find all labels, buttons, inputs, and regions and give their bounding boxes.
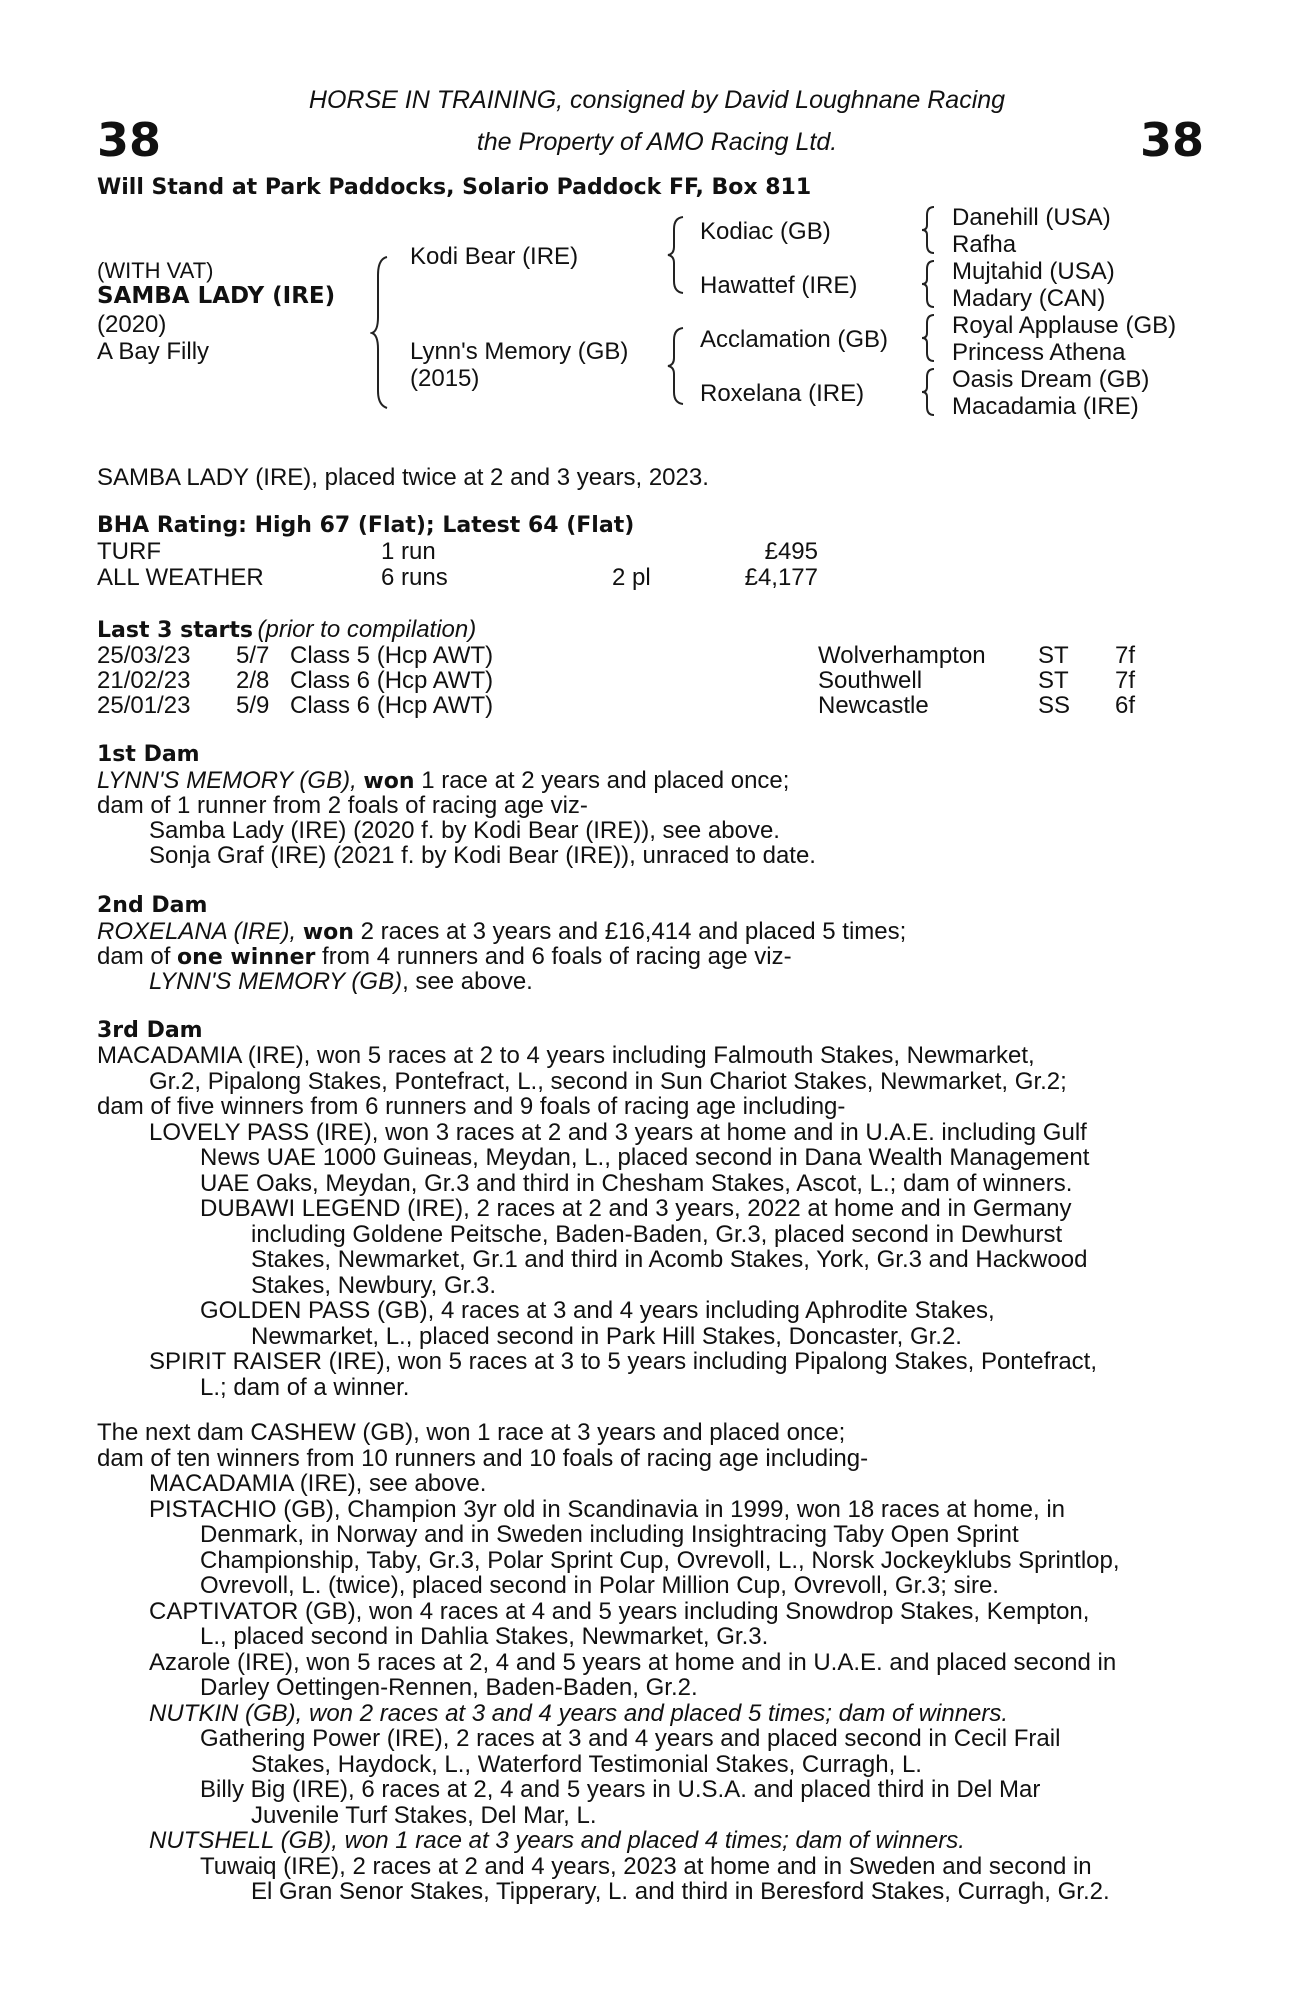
start-pos-1: 5/7	[236, 642, 270, 669]
start-course-2: Southwell	[818, 667, 923, 694]
gen3-brace-2	[920, 259, 936, 309]
stand-location: Will Stand at Park Paddocks, Solario Paddock FF, Box 811	[97, 175, 812, 200]
next-dam-line: El Gran Senor Stakes, Tipperary, L. and third in Beresford Stakes, Curragh, Gr.2.	[251, 1878, 1110, 1905]
third-dam-line: L.; dam of a winner.	[200, 1373, 410, 1401]
next-dam-line: Denmark, in Norway and in Sweden including Insightracing Taby Open Sprint	[200, 1521, 1019, 1548]
third-dam-line: GOLDEN PASS (GB), 4 races at 3 and 4 years including Aphrodite Stakes,	[200, 1297, 995, 1324]
next-dam-line: Ovrevoll, L. (twice), placed second in Polar Million Cup, Ovrevoll, Gr.3; sire.	[200, 1572, 999, 1599]
aw-surface: ALL WEATHER	[97, 564, 264, 591]
start-pos-3: 5/9	[236, 692, 270, 719]
third-dam-line: MACADAMIA (IRE), won 5 races at 2 to 4 years including Falmouth Stakes, Newmarket,	[97, 1042, 1035, 1069]
third-dam-heading: 3rd Dam	[97, 1018, 203, 1043]
last-starts-note: (prior to compilation)	[257, 616, 477, 643]
dam-sire: Acclamation (GB)	[700, 326, 889, 353]
third-dam-line: Newmarket, L., placed second in Park Hill Stakes, Doncaster, Gr.2.	[251, 1322, 962, 1350]
gen3-brace-1	[920, 205, 936, 255]
first-dam-progeny-1: Samba Lady (IRE) (2020 f. by Kodi Bear (IRE)), see above.	[149, 817, 780, 844]
gen3-sds: Mujtahid (USA)	[952, 258, 1115, 285]
gen3-dsd: Princess Athena	[952, 339, 1126, 366]
second-dam-won: won	[302, 920, 354, 945]
next-dam-line: CAPTIVATOR (GB), won 4 races at 4 and 5 years including Snowdrop Stakes, Kempton,	[149, 1597, 1090, 1625]
third-dam-line: Stakes, Newmarket, Gr.1 and third in Acomb Stakes, York, Gr.3 and Hackwood	[251, 1246, 1088, 1273]
aw-placed: 2 pl	[612, 564, 651, 591]
turf-earnings: £495	[764, 538, 818, 565]
first-dam-line-1	[97, 767, 789, 795]
third-dam-line: LOVELY PASS (IRE), won 3 races at 2 and 3 years at home and in U.A.E. including Gulf	[149, 1118, 1087, 1146]
second-dam-text-c: from 4 runners and 6 foals of racing age viz-	[322, 943, 792, 970]
first-dam-heading: 1st Dam	[97, 742, 200, 767]
second-dam-record: 2 races at 3 years and £16,414 and placed 5 times;	[360, 918, 907, 945]
next-dam-line: The next dam CASHEW (GB), won 1 race at 3 years and placed once;	[97, 1419, 846, 1446]
gen3-sss: Danehill (USA)	[952, 204, 1111, 231]
lot-number-right: 38	[1139, 113, 1204, 167]
next-dam-line: MACADAMIA (IRE), see above.	[149, 1470, 487, 1497]
start-date-1: 25/03/23	[97, 642, 191, 669]
header-line-2: the Property of AMO Racing Ltd.	[476, 128, 838, 156]
dam-year: (2015)	[410, 365, 480, 392]
sire-dam-brace	[370, 255, 390, 410]
next-dam-line: L., placed second in Dahlia Stakes, Newmarket, Gr.3.	[200, 1623, 769, 1650]
next-dam-line: Juvenile Turf Stakes, Del Mar, L.	[251, 1801, 597, 1829]
start-dist-1: 7f	[1115, 642, 1136, 669]
gen3-brace-4	[920, 367, 936, 417]
next-dam-line: PISTACHIO (GB), Champion 3yr old in Scandinavia in 1999, won 18 races at home, in	[149, 1495, 1065, 1523]
second-dam-heading: 2nd Dam	[97, 893, 208, 918]
next-dam-line: Darley Oettingen-Rennen, Baden-Baden, Gr.2.	[200, 1674, 698, 1701]
third-dam-line: dam of five winners from 6 runners and 9 foals of racing age including-	[97, 1093, 846, 1120]
turf-surface: TURF	[97, 538, 161, 565]
gen3-brace-3	[920, 313, 936, 363]
second-dam-progeny-name: LYNN'S MEMORY (GB)	[149, 968, 403, 995]
third-dam-line: including Goldene Peitsche, Baden-Baden, Gr.3, placed second in Dewhurst	[251, 1220, 1063, 1248]
header-line-1: HORSE IN TRAINING, consigned by David Loughnane Racing	[308, 86, 1006, 114]
next-dam-line: Azarole (IRE), won 5 races at 2, 4 and 5 years at home and in U.A.E. and placed second in	[149, 1648, 1117, 1676]
second-dam-line-2	[97, 943, 792, 971]
start-course-1: Wolverhampton	[818, 642, 986, 669]
gen3-ssd: Rafha	[952, 231, 1017, 258]
turf-runs: 1 run	[381, 538, 436, 565]
lot-number-left: 38	[97, 113, 162, 167]
second-dam-name: ROXELANA (IRE),	[97, 918, 297, 945]
last-starts-heading-row	[97, 616, 476, 644]
first-dam-progeny-2: Sonja Graf (IRE) (2021 f. by Kodi Bear (IRE)), unraced to date.	[149, 842, 816, 869]
vat-label: (WITH VAT)	[97, 258, 214, 283]
third-dam-line: SPIRIT RAISER (IRE), won 5 races at 3 to 5 years including Pipalong Stakes, Pontefract,	[149, 1348, 1097, 1375]
next-dam-block	[97, 1420, 1199, 1905]
bha-rating-heading: BHA Rating: High 67 (Flat); Latest 64 (Flat)	[97, 513, 635, 538]
third-dam-line: DUBAWI LEGEND (IRE), 2 races at 2 and 3 years, 2022 at home and in Germany	[200, 1195, 1072, 1222]
start-surface-3: SS	[1038, 692, 1071, 719]
next-dam-line: Gathering Power (IRE), 2 races at 3 and 4 years and placed second in Cecil Frail	[200, 1725, 1061, 1752]
dam-name: Lynn's Memory (GB)	[410, 338, 629, 365]
first-dam-name: LYNN'S MEMORY (GB),	[97, 767, 357, 794]
next-dam-line: Championship, Taby, Gr.3, Polar Sprint Cup, Ovrevoll, L., Norsk Jockeyklubs Sprintlop,	[200, 1546, 1120, 1574]
next-dam-line: NUTKIN (GB), won 2 races at 3 and 4 years and placed 5 times; dam of winners.	[149, 1699, 1009, 1727]
second-dam-winners: one winner	[177, 945, 316, 970]
start-class-2: Class 6 (Hcp AWT)	[290, 667, 494, 694]
first-dam-line-2: dam of 1 runner from 2 foals of racing age viz-	[97, 792, 588, 819]
start-dist-3: 6f	[1115, 692, 1136, 719]
racing-summary: SAMBA LADY (IRE), placed twice at 2 and 3 years, 2023.	[97, 464, 709, 491]
start-course-3: Newcastle	[818, 692, 929, 719]
gen3-ddd: Macadamia (IRE)	[952, 393, 1139, 420]
start-pos-2: 2/8	[236, 667, 270, 694]
aw-earnings: £4,177	[744, 564, 818, 591]
sire-sire: Kodiac (GB)	[700, 218, 831, 245]
dam-dam: Roxelana (IRE)	[700, 380, 865, 407]
next-dam-line: dam of ten winners from 10 runners and 10 foals of racing age including-	[97, 1444, 869, 1472]
third-dam-line: Stakes, Newbury, Gr.3.	[251, 1271, 496, 1299]
next-dam-line: Stakes, Haydock, L., Waterford Testimonial Stakes, Curragh, L.	[251, 1750, 922, 1778]
start-surface-2: ST	[1038, 667, 1069, 694]
start-dist-2: 7f	[1115, 667, 1136, 694]
second-dam-progeny-rest: , see above.	[402, 968, 533, 995]
dam-parents-brace	[666, 326, 686, 406]
horse-year: (2020)	[97, 311, 167, 338]
start-date-3: 25/01/23	[97, 692, 191, 719]
gen3-sdd: Madary (CAN)	[952, 285, 1106, 312]
next-dam-line: Billy Big (IRE), 6 races at 2, 4 and 5 years in U.S.A. and placed third in Del Mar	[200, 1776, 1041, 1803]
start-class-1: Class 5 (Hcp AWT)	[290, 642, 494, 669]
sire-dam: Hawattef (IRE)	[700, 272, 858, 299]
third-dam-line: UAE Oaks, Meydan, Gr.3 and third in Chesham Stakes, Ascot, L.; dam of winners.	[200, 1169, 1073, 1197]
sire-name: Kodi Bear (IRE)	[410, 243, 579, 270]
third-dam-block	[97, 1043, 1199, 1400]
third-dam-line: Gr.2, Pipalong Stakes, Pontefract, L., second in Sun Chariot Stakes, Newmarket, Gr.2;	[149, 1067, 1067, 1095]
last-starts-heading: Last 3 starts	[97, 618, 254, 643]
horse-description: A Bay Filly	[97, 338, 210, 365]
gen3-dds: Oasis Dream (GB)	[952, 366, 1150, 393]
start-surface-1: ST	[1038, 642, 1069, 669]
start-class-3: Class 6 (Hcp AWT)	[290, 692, 494, 719]
second-dam-line-3	[149, 968, 533, 996]
first-dam-record: 1 race at 2 years and placed once;	[421, 767, 790, 794]
second-dam-text-a: dam of	[97, 943, 171, 970]
start-date-2: 21/02/23	[97, 667, 191, 694]
third-dam-line: News UAE 1000 Guineas, Meydan, L., placed second in Dana Wealth Management	[200, 1144, 1090, 1171]
first-dam-won: won	[363, 769, 415, 794]
next-dam-line: Tuwaiq (IRE), 2 races at 2 and 4 years, 2023 at home and in Sweden and second in	[200, 1852, 1092, 1880]
horse-name: SAMBA LADY (IRE)	[97, 283, 336, 309]
next-dam-line: NUTSHELL (GB), won 1 race at 3 years and placed 4 times; dam of winners.	[149, 1827, 965, 1854]
gen3-dss: Royal Applause (GB)	[952, 312, 1177, 339]
second-dam-line-1	[97, 918, 906, 946]
sire-parents-brace	[666, 215, 686, 295]
aw-runs: 6 runs	[381, 564, 448, 591]
